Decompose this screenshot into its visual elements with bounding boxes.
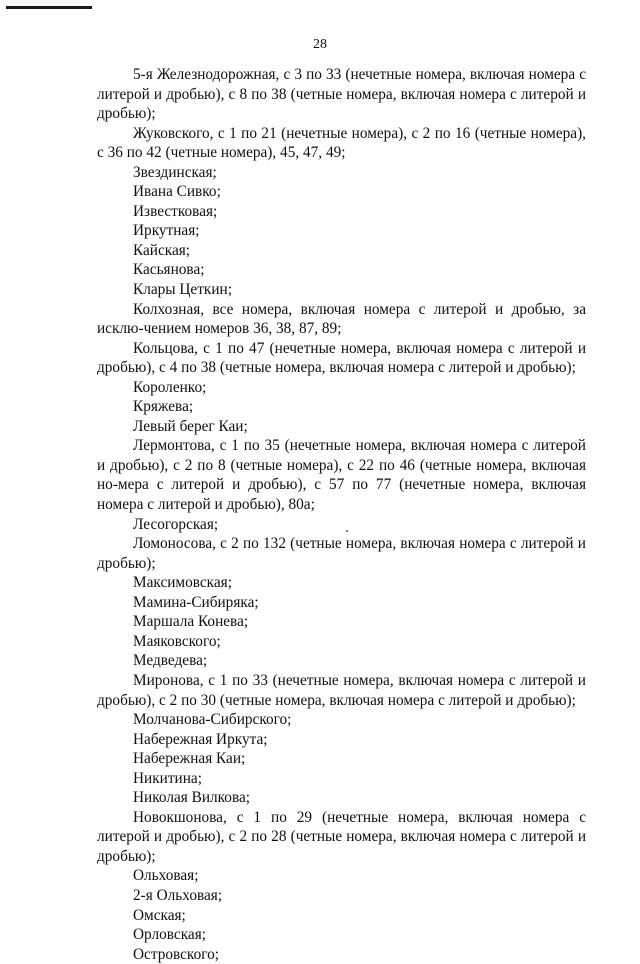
street-entry: Максимовская; bbox=[133, 574, 232, 592]
street-entry: Медведева; bbox=[133, 652, 208, 670]
street-entry: Никитина; bbox=[133, 769, 202, 787]
street-entry: Ломоносова, с 2 по 132 (четные номера, включая номера с литерой и дробью); bbox=[97, 535, 586, 572]
street-entry: Кайская; bbox=[133, 241, 191, 259]
street-list bbox=[97, 65, 586, 964]
street-entry: Набережная Каи; bbox=[133, 750, 246, 768]
street-entry: Кольцова, с 1 по 47 (нечетные номера, включая номера с литерой и дробью), с 4 по 38 (четные номера, включая номера с литерой и дробью); bbox=[97, 339, 586, 377]
street-entry: Николая Вилкова; bbox=[133, 789, 251, 807]
street-entry: Набережная Иркута; bbox=[133, 730, 268, 748]
street-entry: Лермонтова, с 1 по 35 (нечетные номера, включая номера с литерой и дробью), с 2 по 8 (четные номера), с 22 по 46 (четные номера, включая но-мера с литерой и дробью), с 57 по 77 (нечетные номера, включая номера с литерой и дробью), 80а; bbox=[97, 437, 586, 514]
top-rule bbox=[6, 6, 92, 9]
street-entry: Новокшонова, с 1 по 29 (нечетные номера, включая номера с литерой и дробью), с 2 по 28 (четные номера, включая номера с литерой и дробью); bbox=[97, 808, 586, 865]
street-entry: Жуковского, с 1 по 21 (нечетные номера), с 2 по 16 (четные номера), с 36 по 42 (четные номера), 45, 47, 49; bbox=[97, 124, 586, 162]
street-entry: Иркутная; bbox=[133, 222, 200, 240]
street-entry: Короленко; bbox=[133, 378, 207, 396]
street-entry: Клары Цеткин; bbox=[133, 281, 232, 299]
street-entry: Орловская; bbox=[133, 926, 206, 944]
street-entry: Левый берег Каи; bbox=[133, 417, 248, 435]
street-entry: Омская; bbox=[133, 906, 186, 924]
street-entry: Миронова, с 1 по 33 (нечетные номера, включая номера с литерой и дробью), с 2 по 30 (четные номера, включая номера с литерой и дробью); bbox=[97, 671, 586, 709]
street-entry: Ольховая; bbox=[133, 867, 199, 885]
street-entry: Мамина-Сибиряка; bbox=[133, 593, 259, 611]
street-entry: Молчанова-Сибирского; bbox=[133, 711, 292, 729]
street-entry: Ивана Сивко; bbox=[133, 183, 221, 201]
street-entry: Известковая; bbox=[133, 202, 218, 220]
street-entry: Островского; bbox=[133, 945, 220, 963]
street-entry: Маршала Конева; bbox=[133, 613, 249, 631]
street-entry: Кряжева; bbox=[133, 398, 194, 416]
street-entry: 2-я Ольховая; bbox=[133, 886, 223, 904]
street-entry: 5-я Железнодорожная, с 3 по 33 (нечетные номера, включая номера с литерой и дробью), с 8 по 38 (четные номера, включая номера с литерой и дробью); bbox=[97, 66, 586, 123]
page-number: 28 bbox=[313, 37, 327, 52]
street-entry: Лесогорская; bbox=[133, 515, 219, 533]
street-entry: Колхозная, все номера, включая номера с литерой и дробью, за исклю-чением номеров 36, 38, 87, 89; bbox=[97, 300, 586, 338]
street-entry: Маяковского; bbox=[133, 632, 221, 650]
scan-speck bbox=[346, 530, 348, 532]
street-entry: Звездинская; bbox=[133, 163, 217, 181]
street-entry: Касьянова; bbox=[133, 261, 205, 279]
